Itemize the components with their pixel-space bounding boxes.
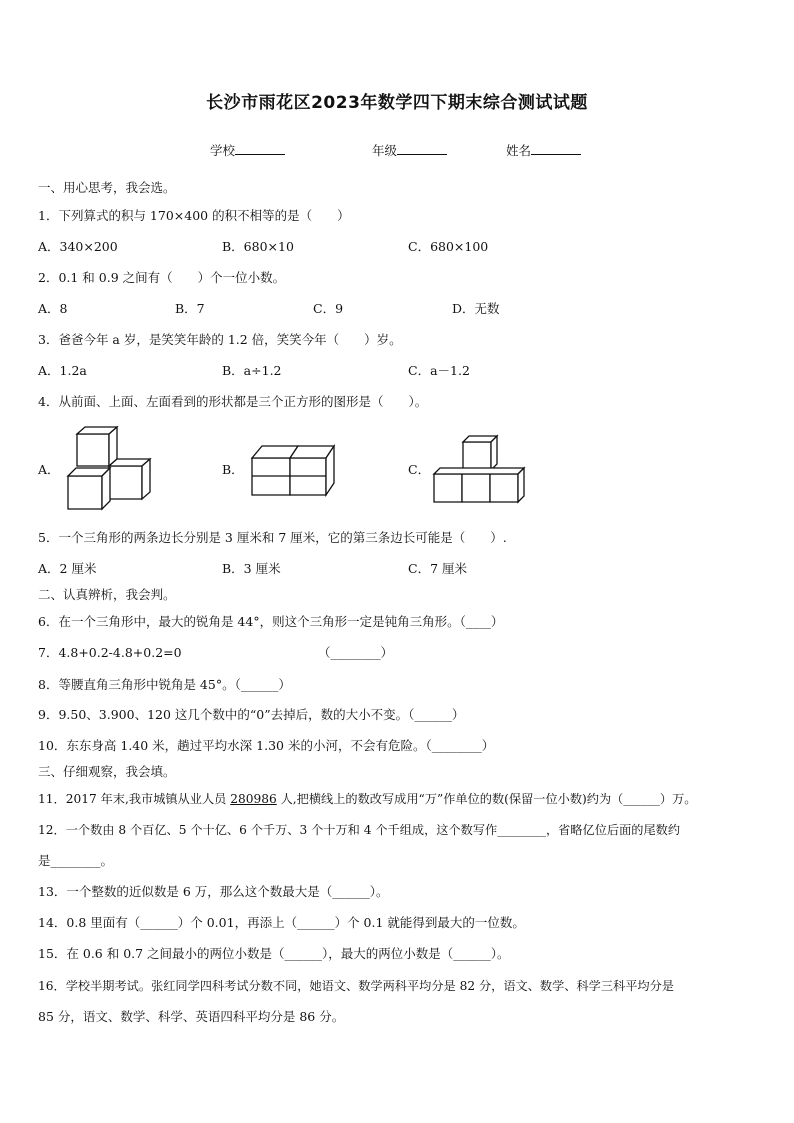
question-9: 9．9.50、3.900、120 这几个数中的“0”去掉后，数的大小不变。（______） <box>38 707 465 722</box>
question-1-stem: 1．下列算式的积与 170×400 的积不相等的是（ ） <box>38 208 350 223</box>
page-title: 长沙市雨花区2023年数学四下期末综合测试试题 <box>206 93 588 113</box>
q5-option-c: C．7 厘米 <box>408 561 467 576</box>
cube-a-right <box>109 459 150 499</box>
question-8: 8．等腰直角三角形中锐角是 45°。（______） <box>38 677 291 692</box>
q4-option-c: C． <box>408 462 431 477</box>
grade-field <box>372 140 447 160</box>
question-16-line-1: 16．学校半期考试。张红同学四科考试分数不同，她语文、数学两科平均分是 82 分，语文、数学、科学三科平均分是 <box>38 979 674 993</box>
q2-option-d: D．无数 <box>452 301 500 316</box>
cube-a-bottom <box>68 468 110 509</box>
q3-option-c: C．a－1.2 <box>408 363 470 378</box>
section-1-heading: 一、用心思考，我会选。 <box>38 180 176 195</box>
q1-option-a: A．340×200 <box>38 239 118 254</box>
q3-option-a: A．1.2a <box>38 363 87 378</box>
q4-option-a: A． <box>38 462 60 477</box>
question-6: 6．在一个三角形中，最大的锐角是 44°，则这个三角形一定是钝角三角形。（____） <box>38 614 504 629</box>
q11-suffix: 人,把横线上的数改写成用“万”作单位的数(保留一位小数)约为（______）万。 <box>276 792 697 806</box>
q11-prefix: 11．2017 年末,我市城镇从业人员 <box>38 792 231 806</box>
school-field <box>210 140 285 160</box>
question-14: 14．0.8 里面有（______）个 0.01，再添上（______）个 0.1 就能得到最大的一位数。 <box>38 915 525 930</box>
q2-option-c: C．9 <box>313 301 344 316</box>
q11-number: 280986 <box>230 792 277 806</box>
question-2-stem: 2．0.1 和 0.9 之间有（ ）个一位小数。 <box>38 270 286 285</box>
q2-option-b: B．7 <box>175 301 205 316</box>
q3-option-b: B．a÷1.2 <box>222 363 282 378</box>
q5-option-b: B．3 厘米 <box>222 561 281 576</box>
section-2-heading: 二、认真辨析，我会判。 <box>38 587 176 602</box>
question-5-stem: 5．一个三角形的两条边长分别是 3 厘米和 7 厘米，它的第三条边长可能是（ ）. <box>38 530 507 545</box>
question-3-stem: 3．爸爸今年 a 岁，是笑笑年龄的 1.2 倍，笑笑今年（ ）岁。 <box>38 332 402 347</box>
name-field <box>506 140 581 160</box>
question-10: 10．东东身高 1.40 米，趟过平均水深 1.30 米的小河，不会有危险。（________） <box>38 738 495 753</box>
grade-label: 年级 <box>372 143 398 158</box>
question-7: 7．4.8+0.2-4.8+0.2=0 <box>38 645 182 660</box>
q4-figure-a-cubes <box>62 424 157 514</box>
question-13: 13．一个整数的近似数是 6 万，那么这个数最大是（______）。 <box>38 884 389 899</box>
q5-option-a: A．2 厘米 <box>38 561 97 576</box>
q2-option-a: A．8 <box>38 301 68 316</box>
question-12-line-2: 是________。 <box>38 853 114 868</box>
question-11 <box>38 790 696 808</box>
question-16-line-2: 85 分，语文、数学、科学、英语四科平均分是 86 分。 <box>38 1009 345 1024</box>
question-7-blank: （________） <box>318 645 394 660</box>
q1-option-c: C．680×100 <box>408 239 489 254</box>
question-12-line-1: 12．一个数由 8 个百亿、5 个十亿、6 个千万、3 个十万和 4 个千组成，这个数写作________，省略亿位后面的尾数约 <box>38 823 681 837</box>
name-label: 姓名 <box>506 143 532 158</box>
grade-blank <box>397 140 447 155</box>
question-4-stem: 4．从前面、上面、左面看到的形状都是三个正方形的图形是（ ）。 <box>38 394 428 409</box>
q1-option-b: B．680×10 <box>222 239 294 254</box>
school-blank <box>235 140 285 155</box>
section-3-heading: 三、仔细观察，我会填。 <box>38 764 176 779</box>
cube-a-top <box>77 427 117 466</box>
q4-figure-b-cubes <box>246 440 336 500</box>
question-15: 15．在 0.6 和 0.7 之间最小的两位小数是（______），最大的两位小数是（______）。 <box>38 946 510 961</box>
school-label: 学校 <box>210 143 236 158</box>
name-blank <box>531 140 581 155</box>
q4-figure-c-cubes <box>430 434 530 506</box>
q4-option-b: B． <box>222 462 244 477</box>
